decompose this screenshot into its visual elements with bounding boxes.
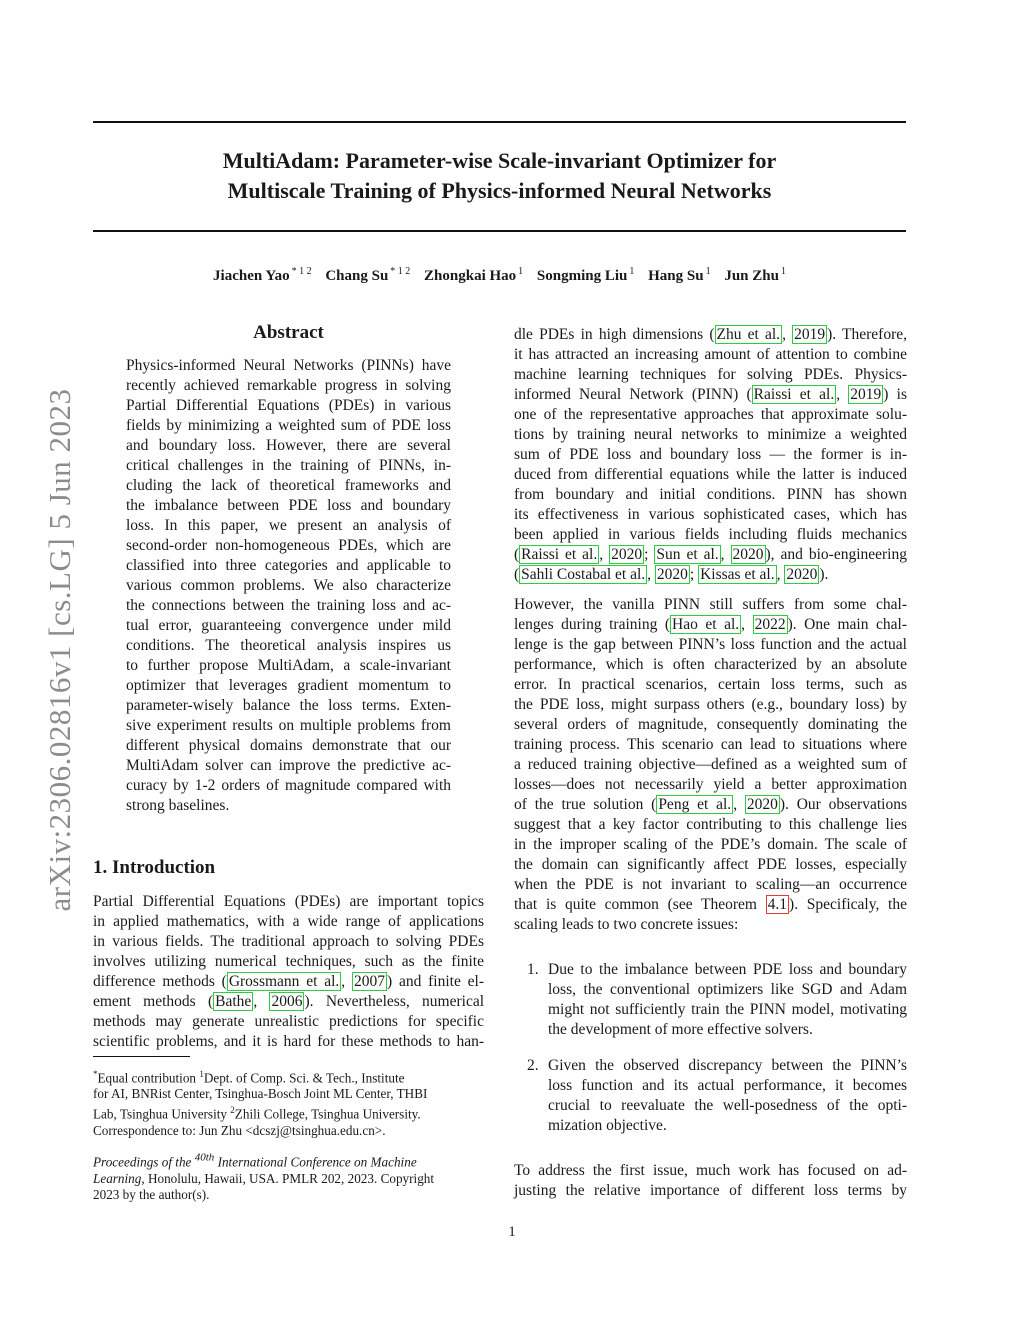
text-line: of the true solution ( Peng et al. , 2020 ). Our observations xyxy=(514,796,907,813)
title-rule-top xyxy=(93,121,906,123)
text-line: Proceedings of the $^{40th}$ International Conference on Machine xyxy=(93,1152,417,1170)
text-line: To address the first issue, much work has focused on ad- xyxy=(514,1162,907,1179)
title-rule-bottom xyxy=(93,230,906,232)
list-item xyxy=(514,1056,907,1136)
text-line: in various fields. The traditional approach to solving PDEs xyxy=(93,933,484,950)
abstract-line: critical challenges in the training of PINNs, in- xyxy=(126,457,451,474)
abstract-line: fields by minimizing a weighted sum of PDE loss xyxy=(126,417,451,434)
text-line: Given the observed discrepancy between the PINN’s xyxy=(548,1057,907,1074)
citation-link[interactable]: Grossmann et al. xyxy=(228,973,340,990)
footnote-rule xyxy=(93,1056,190,1057)
citation-link[interactable]: 2020 xyxy=(786,566,818,583)
text-line: ( Sahli Costabal et al. , 2020 ; Kissas et al. , 2020 ). xyxy=(514,566,829,583)
text-line: loss, the conventional optimizers like SGD and Adam xyxy=(548,981,907,998)
text-line: error. In practical scenarios, certain loss terms, such as xyxy=(514,676,907,693)
author: Jun Zhu $^1$ xyxy=(724,266,786,284)
text-line: crucial to reevaluate the well-posedness of the opti- xyxy=(548,1097,907,1114)
author: Zhongkai Hao $^1$ xyxy=(424,266,524,284)
paper-title-line-2: Multiscale Training of Physics-informed Neural Networks xyxy=(227,178,772,203)
text-line: training process. This scenario can lead to situations where xyxy=(514,736,907,753)
abstract-body xyxy=(126,356,451,816)
list-item xyxy=(514,960,907,1040)
text-line: when the PDE is not invariant to scaling—an occurrence xyxy=(514,876,907,893)
abstract-line: parameter-wisely balance the loss terms. Exten- xyxy=(126,697,451,714)
text-line: difference methods ( Grossmann et al. , 2007 ) and finite el- xyxy=(93,973,484,990)
citation-link[interactable]: Zhu et al. xyxy=(716,326,781,343)
abstract-line: cluding the lack of theoretical frameworks and xyxy=(126,477,451,494)
abstract-line: classified into three categories and applicable to xyxy=(126,557,451,574)
text-line: scaling leads to two concrete issues: xyxy=(514,916,739,933)
text-line: dle PDEs in high dimensions ( Zhu et al. , 2019 ). Therefore, xyxy=(514,326,908,343)
text-line: for AI, BNRist Center, Tsinghua-Bosch Joint ML Center, THBI xyxy=(93,1086,428,1102)
text-line: suggest that a key factor contributing to this challenge lies xyxy=(514,816,907,833)
intro-paragraph-3 xyxy=(514,1161,907,1201)
arxiv-identifier-stamp: arXiv:2306.02816v1 [cs.LG] 5 Jun 2023 xyxy=(42,388,77,912)
abstract-line: strong baselines. xyxy=(126,797,230,814)
intro-paragraph-2 xyxy=(514,595,907,935)
intro-paragraph-1 xyxy=(93,892,484,1052)
citation-link[interactable]: 2022 xyxy=(754,616,786,633)
text-line: 2023 by the author(s). xyxy=(93,1187,210,1203)
citation-link[interactable]: Raissi et al. xyxy=(753,386,835,403)
text-line: several orders of magnitude, consequently dominating the xyxy=(514,716,907,733)
abstract-line: MultiAdam solver can improve the predictive ac- xyxy=(126,757,451,774)
citation-link[interactable]: Kissas et al. xyxy=(700,566,775,583)
abstract-line: recently achieved remarkable progress in solving xyxy=(126,377,451,394)
abstract-line: the imbalance between PDE loss and boundary xyxy=(126,497,451,514)
text-line: Correspondence to: Jun Zhu <dcszj@tsinghua.edu.cn>. xyxy=(93,1122,386,1138)
citation-link[interactable]: 2006 xyxy=(271,993,303,1010)
abstract-line: various common problems. We also characterize xyxy=(126,577,451,594)
abstract-line: loss. In this paper, we present an analysis of xyxy=(126,517,451,534)
citation-link[interactable]: 2019 xyxy=(850,386,882,403)
text-line: scientific problems, and it is hard for these methods to han- xyxy=(93,1033,484,1050)
citation-link[interactable]: 2007 xyxy=(353,973,385,990)
list-item-number: 1. xyxy=(527,961,539,978)
text-line: its effectiveness in various sophisticated cases, which has xyxy=(514,506,907,523)
abstract-line: Physics-informed Neural Networks (PINNs) have xyxy=(126,357,451,374)
affiliation-footnote xyxy=(93,1066,484,1139)
author: Jiachen Yao $^{* 1 2}$ xyxy=(213,266,312,284)
text-line: in the improper scaling of the PDE’s domain. The scale of xyxy=(514,836,907,853)
author: Songming Liu $^1$ xyxy=(536,266,635,284)
text-line: been applied in various fields including fluids mechanics xyxy=(514,526,907,543)
abstract-line: tual error, guaranteeing convergence under mild xyxy=(126,617,451,634)
text-line: informed Neural Network (PINN) ( Raissi et al. , 2019 ) is xyxy=(514,386,907,403)
section-heading-introduction: 1. Introduction xyxy=(93,857,216,878)
text-line: *Equal contribution $^1$Dept. of Comp. Sci. & Tech., Institute xyxy=(93,1069,405,1086)
abstract-line: curacy by 1-2 orders of magnitude compared with xyxy=(126,777,451,794)
text-line: methods may generate unrealistic predictions for specific xyxy=(93,1013,484,1030)
page-number: 1 xyxy=(508,1224,516,1240)
text-line: the PDE loss, might surpass others (e.g., boundary loss) by xyxy=(514,696,907,713)
citation-link[interactable]: Raissi et al. xyxy=(521,546,598,563)
citation-link[interactable]: 2020 xyxy=(611,546,643,563)
text-line: in applied mathematics, with a wide range of applications xyxy=(93,913,484,930)
citation-link[interactable]: Hao et al. xyxy=(672,616,740,633)
paper-title-line-1: MultiAdam: Parameter-wise Scale-invariant Optimizer for xyxy=(222,148,777,173)
text-line: mization objective. xyxy=(548,1117,667,1134)
author: Chang Su $^{* 1 2}$ xyxy=(325,266,411,284)
list-item-number: 2. xyxy=(527,1057,539,1074)
abstract-line: sive experiment results on multiple problems from xyxy=(126,717,451,734)
proceedings-note xyxy=(93,1150,484,1204)
abstract-line: and boundary loss. However, there are several xyxy=(126,437,451,454)
text-line: justing the relative importance of different loss terms by xyxy=(514,1182,907,1199)
text-line: ( Raissi et al. , 2020 ; Sun et al. , 2020 ), and bio-engineering xyxy=(514,546,907,563)
text-line: duced from differential equations while the latter is induced xyxy=(514,466,907,483)
text-line: loss function and its actual performance, it becomes xyxy=(548,1077,907,1094)
text-line: However, the vanilla PINN still suffers from some chal- xyxy=(514,596,907,613)
text-line: Learning, Honolulu, Hawaii, USA. PMLR 202, 2023. Copyright xyxy=(93,1170,435,1186)
intro-paragraph-1-continued xyxy=(514,325,907,585)
theorem-reference-link[interactable]: 4.1 xyxy=(767,896,788,913)
citation-link[interactable]: 2020 xyxy=(746,796,778,813)
citation-link[interactable]: 2019 xyxy=(794,326,826,343)
text-line: it has attracted an increasing amount of attention to combine xyxy=(514,346,907,363)
text-line: the domain can significantly affect PDE losses, especially xyxy=(514,856,907,873)
citation-link[interactable]: Peng et al. xyxy=(658,796,732,813)
text-line: ement methods ( Bathe , 2006 ). Nevertheless, numerical xyxy=(93,993,485,1010)
abstract-line: to further propose MultiAdam, a scale-invariant xyxy=(126,657,451,674)
text-line: lenges during training ( Hao et al. , 2022 ). One main chal- xyxy=(514,616,907,633)
author-list xyxy=(93,266,906,285)
text-line: the development of more effective solvers. xyxy=(548,1021,813,1038)
text-line: sum of PDE loss and boundary loss — the former is in- xyxy=(514,446,907,463)
abstract-heading: Abstract xyxy=(253,322,324,343)
text-line: might not sufficiently train the PINN model, motivating xyxy=(548,1001,907,1018)
text-line: involves utilizing numerical techniques, such as the finite xyxy=(93,953,484,970)
citation-link[interactable]: Bathe xyxy=(215,993,252,1010)
text-line: Partial Differential Equations (PDEs) are important topics xyxy=(93,893,484,910)
text-line: Due to the imbalance between PDE loss and boundary xyxy=(548,961,907,978)
text-line: Lab, Tsinghua University $^2$Zhili College, Tsinghua University. xyxy=(93,1105,421,1122)
citation-link[interactable]: 2020 xyxy=(656,566,688,583)
text-line: machine learning techniques for solving PDEs. Physics- xyxy=(514,366,907,383)
text-line: one of the representative approaches that approximate solu- xyxy=(514,406,907,423)
abstract-line: different physical domains demonstrate that our xyxy=(126,737,451,754)
text-line: losses—does not necessarily yield a better approximation xyxy=(514,776,907,793)
citation-link[interactable]: Sahli Costabal et al. xyxy=(521,566,646,583)
text-line: lenge is the gap between PINN’s loss function and the actual xyxy=(514,636,907,653)
abstract-line: conditions. The theoretical analysis inspires us xyxy=(126,637,451,654)
text-line: a reduced training objective—defined as a weighted sum of xyxy=(514,756,907,773)
author: Hang Su $^1$ xyxy=(648,266,711,284)
text-line: from boundary and initial conditions. PINN has shown xyxy=(514,486,907,503)
abstract-line: Partial Differential Equations (PDEs) in various xyxy=(126,397,451,414)
abstract-line: optimizer that leverages gradient momentum to xyxy=(126,677,451,694)
abstract-line: the connections between the training loss and ac- xyxy=(126,597,451,614)
text-line: performance, which is often characterized by an absolute xyxy=(514,656,907,673)
text-line: that is quite common (see Theorem 4.1 ). Specificaly, the xyxy=(514,896,907,913)
issues-list xyxy=(514,960,907,1152)
citation-link[interactable]: Sun et al. xyxy=(656,546,719,563)
abstract-line: second-order non-homogeneous PDEs, which are xyxy=(126,537,451,554)
citation-link[interactable]: 2020 xyxy=(732,546,764,563)
text-line: tions by training neural networks to minimize a weighted xyxy=(514,426,907,443)
